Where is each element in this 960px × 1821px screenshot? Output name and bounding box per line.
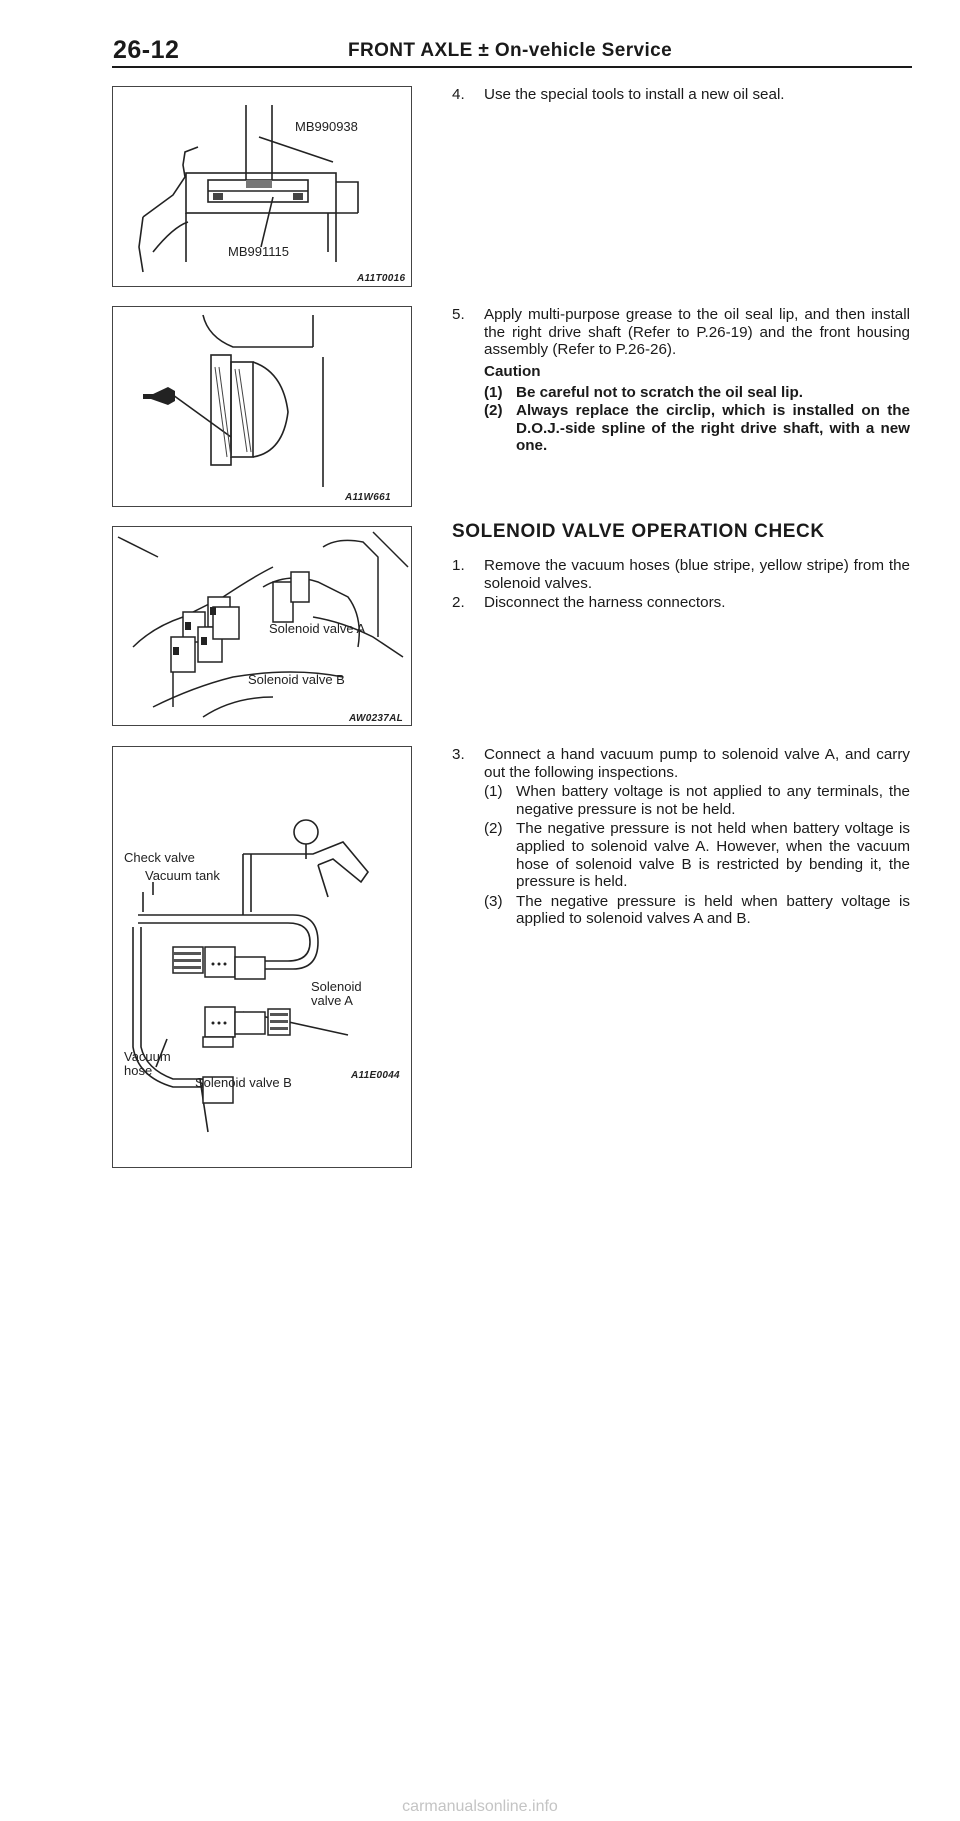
caution-item-text: Always replace the circlip, which is installed on the D.O.J.-side spline of the right drive shaft, with a new one. xyxy=(516,401,910,455)
fig4-label-valve-a: valve A xyxy=(311,993,353,1008)
fig4-label-hose: hose xyxy=(124,1063,153,1078)
section-step-3 xyxy=(452,746,910,781)
inspection-item xyxy=(452,820,910,890)
caution-item-text: Be careful not to scratch the oil seal lip. xyxy=(516,384,803,402)
step-5 xyxy=(452,306,910,359)
section-step-3-number: 3. xyxy=(452,746,465,763)
caution-item-number: (2) xyxy=(484,401,503,419)
inspection-item-text: When battery voltage is not applied to any terminals, the negative pressure is not be held. xyxy=(516,783,910,818)
caution-item xyxy=(452,384,910,402)
section-step-1-number: 1. xyxy=(452,557,465,574)
section-step-1 xyxy=(452,557,910,592)
page-title: FRONT AXLE ± On-vehicle Service xyxy=(348,40,673,61)
inspection-item-number: (2) xyxy=(484,820,503,838)
figure-vacuum-pump-test xyxy=(112,746,412,1168)
section-step-2-text: Disconnect the harness connectors. xyxy=(484,594,726,612)
inspection-item xyxy=(452,783,910,818)
figure-solenoid-valves-vehicle xyxy=(112,526,412,726)
fig4-label-vacuum-tank: Vacuum tank xyxy=(145,868,220,883)
figure-oil-seal-install xyxy=(112,86,412,287)
inspection-item-text: The negative pressure is not held when battery voltage is applied to solenoid valve A. However, when the vacuum hose of solenoid valve B is restricted by bending it, the pressure is held. xyxy=(516,820,910,891)
inspection-item-text: The negative pressure is held when battery voltage is applied to solenoid valves A and B. xyxy=(516,892,910,928)
section-step-1-text: Remove the vacuum hoses (blue stripe, yellow stripe) from the solenoid valves. xyxy=(484,557,910,592)
page-number: 26-12 xyxy=(113,36,180,64)
step-5-number: 5. xyxy=(452,306,465,323)
fig3-label-valve-a: Solenoid valve A xyxy=(269,621,366,636)
caution-title: Caution xyxy=(484,362,541,380)
step-4-text: Use the special tools to install a new oil seal. xyxy=(484,86,785,103)
step-4-number: 4. xyxy=(452,86,465,103)
fig4-label-check-valve: Check valve xyxy=(124,850,195,865)
section-step-3-text: Connect a hand vacuum pump to solenoid valve A, and carry out the following inspections. xyxy=(484,746,910,781)
caution-item xyxy=(452,402,910,455)
section-step-2 xyxy=(452,594,910,612)
inspection-item-number: (3) xyxy=(484,892,503,910)
section-heading: SOLENOID VALVE OPERATION CHECK xyxy=(452,521,825,542)
fig1-label-tool-a: MB990938 xyxy=(295,119,358,134)
inspection-item xyxy=(452,893,910,928)
section-step-2-number: 2. xyxy=(452,594,465,612)
step-4 xyxy=(452,86,910,104)
fig4-code: A11E0044 xyxy=(351,1070,400,1081)
step-5-block xyxy=(452,306,910,455)
fig3-code: AW0237AL xyxy=(349,713,404,724)
watermark: carmanualsonline.info xyxy=(402,1798,558,1815)
step-4-block xyxy=(452,86,910,106)
fig3-label-valve-b: Solenoid valve B xyxy=(248,672,345,687)
fig4-label-solenoid: Solenoid xyxy=(311,979,362,994)
solenoid-valve-location-illustration xyxy=(113,527,412,726)
fig1-label-tool-b: MB991115 xyxy=(228,244,289,259)
fig1-code: A11T0016 xyxy=(357,273,406,284)
vacuum-test-setup-illustration xyxy=(113,747,412,1168)
step-5-text: Apply multi-purpose grease to the oil seal lip, and then install the right drive shaft (Refer to P.26-19) and the front housing assembly (Refer to P.26-26). xyxy=(484,306,910,359)
inspection-item-number: (1) xyxy=(484,783,503,801)
section-steps-1-2 xyxy=(452,557,910,614)
figure-grease-seal-lip xyxy=(112,306,412,507)
caution-item-number: (1) xyxy=(484,384,503,402)
header-rule xyxy=(112,66,912,68)
section-step-3-block xyxy=(452,746,910,930)
fig2-code: A11W661 xyxy=(345,492,391,503)
fig4-label-valve-b: Solenoid valve B xyxy=(195,1075,292,1090)
grease-application-illustration xyxy=(113,307,412,507)
fig4-label-vacuum: Vacuum xyxy=(124,1049,171,1064)
